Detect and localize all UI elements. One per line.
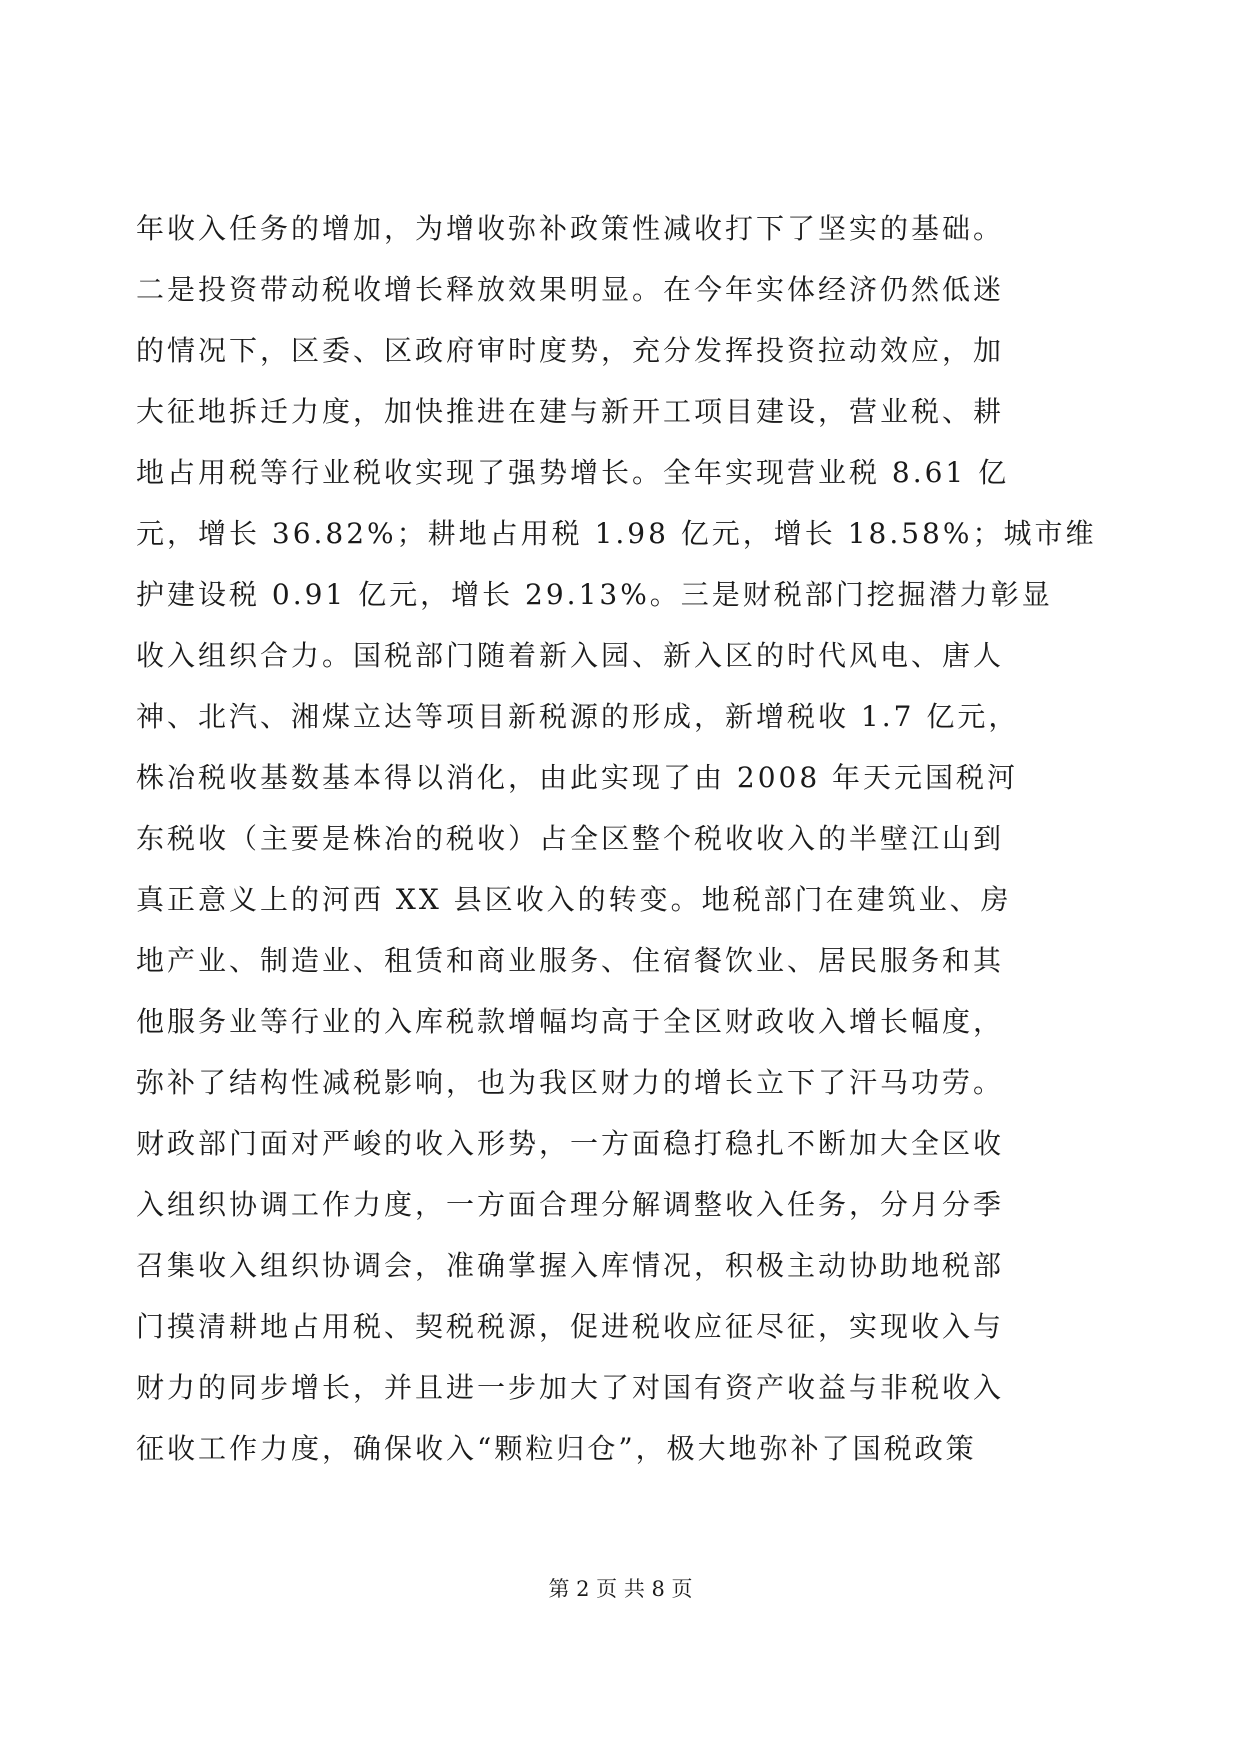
text-line: 财政部门面对严峻的收入形势，一方面稳打稳扎不断加大全区收 xyxy=(136,1127,1005,1160)
text-line: 护建设税 0.91 亿元，增长 29.13%。三是财税部门挖掘潜力彰显 xyxy=(136,578,1053,611)
page-number: 第 2 页 共 8 页 xyxy=(548,1577,693,1601)
text-line: 株冶税收基数基本得以消化，由此实现了由 2008 年天元国税河 xyxy=(136,761,1019,794)
text-line: 征收工作力度，确保收入“颗粒归仓”，极大地弥补了国税政策 xyxy=(136,1432,977,1465)
text-line: 收入组织合力。国税部门随着新入园、新入区的时代风电、唐人 xyxy=(136,639,1005,672)
text-line: 二是投资带动税收增长释放效果明显。在今年实体经济仍然低迷 xyxy=(136,273,1005,306)
text-line: 地占用税等行业税收实现了强势增长。全年实现营业税 8.61 亿 xyxy=(136,456,1010,489)
body-text xyxy=(136,198,1096,1479)
text-line: 门摸清耕地占用税、契税税源，促进税收应征尽征，实现收入与 xyxy=(136,1310,1005,1343)
text-line: 神、北汽、湘煤立达等项目新税源的形成，新增税收 1.7 亿元， xyxy=(136,700,1020,733)
text-line: 东税收（主要是株冶的税收）占全区整个税收收入的半壁江山到 xyxy=(136,822,1005,855)
text-line: 弥补了结构性减税影响，也为我区财力的增长立下了汗马功劳。 xyxy=(136,1066,1005,1099)
page-footer xyxy=(0,1574,1241,1604)
text-line: 他服务业等行业的入库税款增幅均高于全区财政收入增长幅度， xyxy=(136,1005,1005,1038)
text-line: 真正意义上的河西 XX 县区收入的转变。地税部门在建筑业、房 xyxy=(136,883,1012,916)
text-line: 的情况下，区委、区政府审时度势，充分发挥投资拉动效应，加 xyxy=(136,334,1005,367)
text-line: 地产业、制造业、租赁和商业服务、住宿餐饮业、居民服务和其 xyxy=(136,944,1005,977)
text-line: 年收入任务的增加，为增收弥补政策性减收打下了坚实的基础。 xyxy=(136,212,1005,245)
text-line: 财力的同步增长，并且进一步加大了对国有资产收益与非税收入 xyxy=(136,1371,1005,1404)
text-line: 大征地拆迁力度，加快推进在建与新开工项目建设，营业税、耕 xyxy=(136,395,1005,428)
text-line: 元，增长 36.82%；耕地占用税 1.98 亿元，增长 18.58%；城市维 xyxy=(136,517,1097,550)
text-line: 入组织协调工作力度，一方面合理分解调整收入任务，分月分季 xyxy=(136,1188,1005,1221)
text-line: 召集收入组织协调会，准确掌握入库情况，积极主动协助地税部 xyxy=(136,1249,1005,1282)
